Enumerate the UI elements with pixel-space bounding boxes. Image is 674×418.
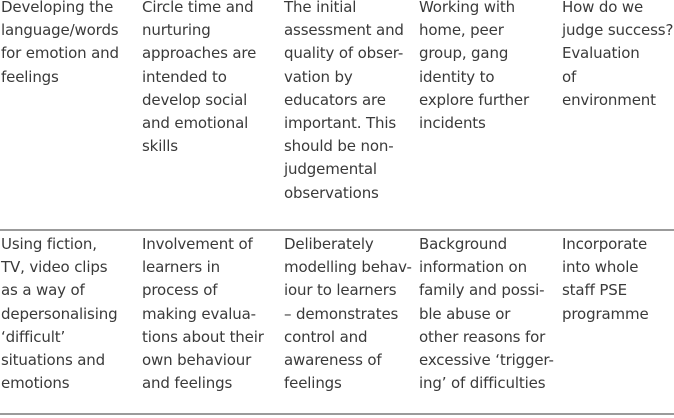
table-row [0,226,674,406]
table-cell: Developing the language/words for emotion and feelings [1,0,119,86]
table-cell: Incorporate into whole staff PSE programme [562,235,649,323]
table-cell: Working with home, peer group, gang identity to explore further incidents [419,0,530,133]
table-cell: Involvement of learners in process of making evalua- tions about their own behaviour and feelings [142,235,264,393]
table-cell: Deliberately modelling behav- iour to learners – demonstrates control and awareness of feelings [284,235,412,393]
row-divider [0,229,674,231]
table-cell: Using fiction, TV, video clips as a way of depersonalising ‘difficult’ situations and emotions [1,235,118,393]
table-cell: Circle time and nurturing approaches are intended to develop social and emotional skills [142,0,257,156]
table-cell: How do we judge success? Evaluation of environment [562,0,674,109]
table-cell: Background information on family and possi- ble abuse or other reasons for excessive ‘trigger- ing’ of difficulties [419,235,554,393]
table-bottom-rule [0,413,674,415]
table-cell: The initial assessment and quality of obser- vation by educators are important. This should be non- judgemental observations [284,0,404,202]
